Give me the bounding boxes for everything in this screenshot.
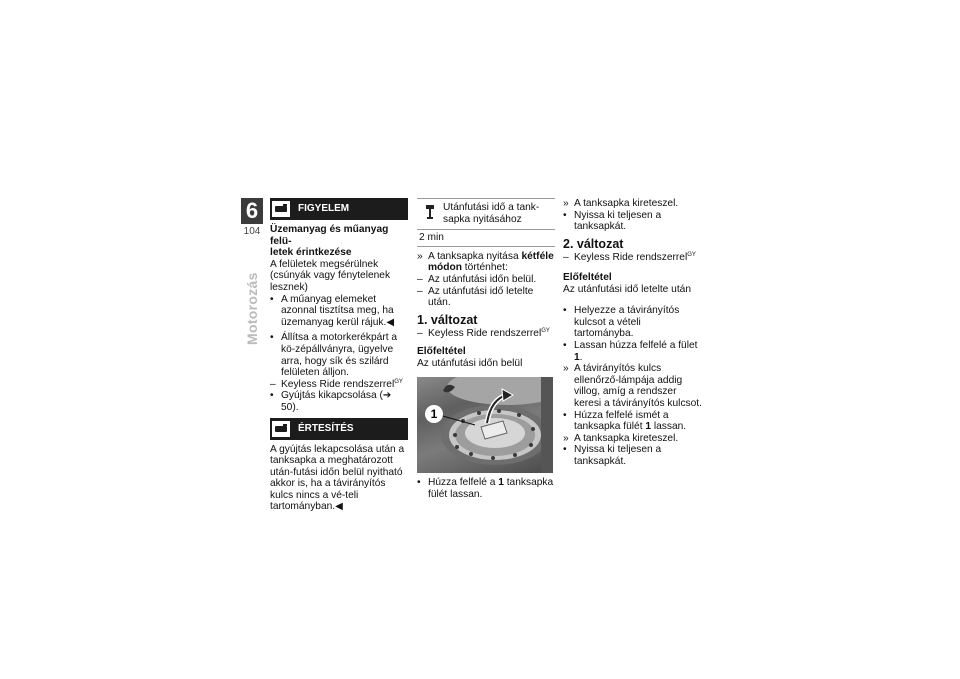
- list-item: – Keyless Ride rendszerrel$^{GY}$: [417, 328, 550, 340]
- list-item: – Az utánfutási időn belül.: [417, 273, 537, 285]
- section-title: 1. változat: [417, 312, 478, 327]
- list-item: • Gyújtás kikapcsolása (➔ 50).: [270, 390, 392, 413]
- warning-box: [270, 198, 408, 220]
- warning-text: A felületek megsérülnek (csúnyák vagy fénytelenek lesznek): [270, 258, 391, 293]
- hand-pointer-icon: [272, 421, 290, 437]
- prereq-text: Az utánfutási idő letelte után: [563, 283, 691, 295]
- column-1: [270, 198, 408, 513]
- prereq-title: Előfeltétel: [417, 345, 466, 357]
- column-2: [417, 198, 555, 500]
- list-item: • Nyissa ki teljesen a tanksapkát.: [563, 444, 662, 467]
- list-item: » A tanksapka kireteszel.: [563, 432, 679, 444]
- list-item: • Húzza felfelé ismét a tanksapka fülét 1 lassan.: [563, 409, 687, 433]
- warning-heading: Üzemanyag és műanyag felü- letek érintkezése: [270, 224, 389, 259]
- spec-label: Utánfutási idő a tank-sapka nyitásához: [443, 202, 540, 225]
- list-item: • Lassan húzza felfelé a fület 1.: [563, 339, 698, 363]
- list-item: » A tanksapka kireteszel.: [563, 198, 679, 209]
- section-title: 2. változat: [563, 236, 624, 251]
- warning-title: FIGYELEM: [298, 203, 350, 215]
- chapter-number: 6: [241, 198, 263, 224]
- prereq-title: Előfeltétel: [563, 271, 612, 283]
- prereq-text: Az utánfutási időn belül: [417, 357, 523, 369]
- end-mark-icon: ◀: [335, 501, 343, 513]
- note-title: ÉRTESÍTÉS: [298, 422, 354, 434]
- list-item: • Húzza felfelé a 1 tanksapka fülét lassan.: [417, 477, 554, 500]
- arrow-ref-icon: ➔: [382, 390, 392, 402]
- list-item: – Az utánfutási idő letelte után.: [417, 285, 534, 309]
- chapter-tab: [241, 198, 263, 237]
- list-item: » A tanksapka nyitása kétféle módon történhet:: [417, 250, 554, 274]
- note-box: [270, 418, 408, 440]
- end-mark-icon: ◀: [386, 316, 395, 328]
- page-ref-link[interactable]: 50).: [281, 401, 299, 413]
- column-3: [563, 198, 703, 467]
- callout-1: 1: [425, 405, 443, 423]
- list-item: • Helyezze a távirányítós kulcsot a vételi tartományba.: [563, 305, 680, 340]
- warning-bullet-text: A műanyag elemeket azonnal tisztítsa meg, ha üzemanyag kerül rájuk.: [281, 293, 394, 328]
- note-text: A gyújtás lekapcsolása után a tanksapka a meghatározott után-futási időn belül nyitható akkor is, ha a távirányítós kulcs nincs a vé-teli tartományban.: [270, 443, 405, 513]
- page-number: 104: [243, 226, 261, 237]
- list-item: – Keyless Ride rendszerrel$^{GY}$: [270, 378, 403, 390]
- fuel-cap-photo: [417, 377, 553, 473]
- list-item: • Állítsa a motorkerékpárt a kö-zépállványra, ügyelve arra, hogy sík és szilárd felületen álljon.: [270, 332, 398, 379]
- wrench-icon: [417, 202, 443, 225]
- list-item: – Keyless Ride rendszerrel$^{GY}$: [563, 252, 696, 264]
- spec-table: [417, 198, 555, 247]
- list-item: » A távirányítós kulcs ellenőrző-lámpája addig villog, amíg a rendszer keresi a távirányítós kulcsot.: [563, 363, 702, 409]
- spec-value: 2 min: [419, 232, 444, 244]
- hand-pointer-icon: [272, 201, 290, 217]
- list-item: • Nyissa ki teljesen a tanksapkát.: [563, 209, 662, 233]
- chapter-title: Motorozás: [244, 272, 260, 345]
- warning-bullet: • A műanyag elemeket azonnal tisztítsa meg, ha üzemanyag kerül rájuk.◀: [270, 293, 395, 328]
